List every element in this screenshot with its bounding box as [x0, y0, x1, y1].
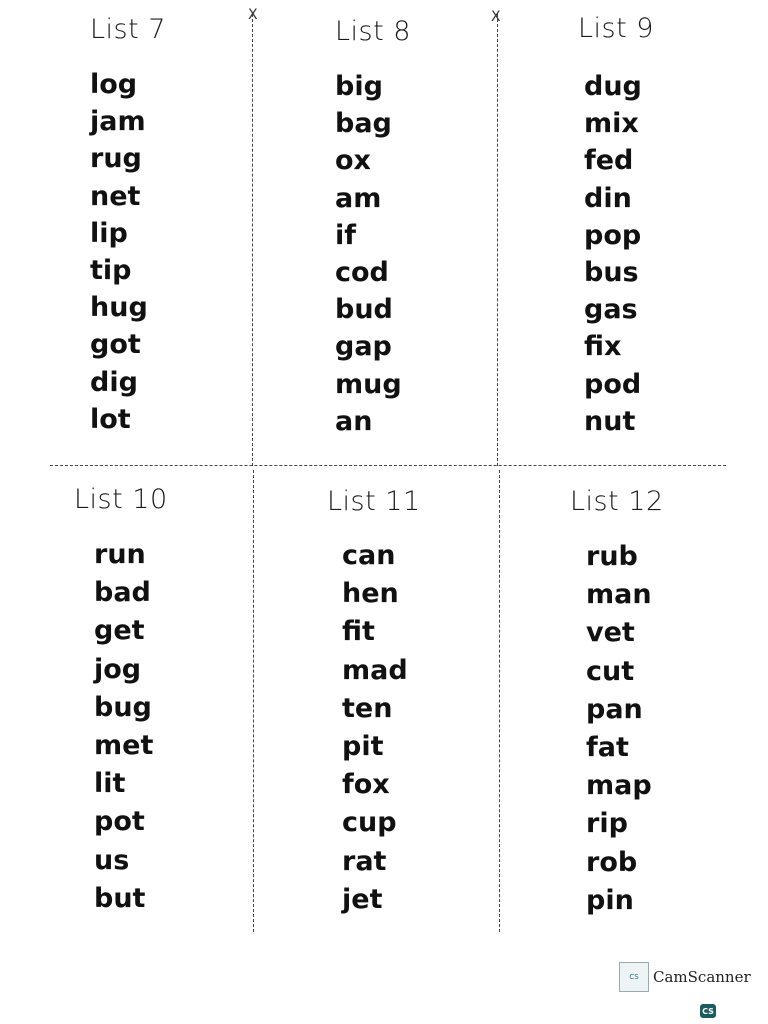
word-item: met [94, 729, 154, 761]
word-column [335, 68, 402, 440]
list-title: List 10 [74, 484, 168, 515]
word-item: run [94, 539, 146, 570]
word-column [94, 536, 153, 918]
word-item: get [94, 615, 145, 647]
word-item: mug [335, 368, 402, 400]
word-item: tip [90, 254, 132, 286]
word-item: dug [584, 71, 642, 102]
word-item: lip [90, 217, 128, 249]
word-item: mix [584, 108, 639, 140]
word-item: bud [335, 294, 393, 326]
word-item: vet [586, 617, 635, 649]
word-list-11 [327, 486, 527, 915]
word-item: cup [342, 807, 397, 839]
word-item: us [94, 844, 130, 876]
scissor-cut-mark: X [248, 7, 258, 23]
word-item: fix [584, 331, 622, 363]
word-item: rug [90, 143, 142, 175]
word-item: map [586, 770, 652, 802]
divider-vertical-right-bottom [499, 470, 500, 932]
word-item: rip [586, 808, 628, 840]
list-title: List 9 [578, 13, 654, 44]
word-item: fox [342, 769, 390, 801]
camscanner-logo-icon [619, 962, 649, 992]
word-list-9 [578, 13, 768, 437]
word-item: ten [342, 692, 393, 724]
word-item: bag [335, 108, 392, 140]
camscanner-name: CamScanner [653, 968, 751, 986]
word-item: fat [586, 731, 629, 763]
camscanner-logo-text: CS [629, 973, 639, 981]
word-item: ox [335, 145, 371, 177]
word-item: hug [90, 292, 148, 324]
word-item: mad [342, 654, 408, 686]
word-item: gas [584, 294, 638, 326]
list-title: List 8 [335, 16, 411, 47]
camscanner-badge-icon [700, 1004, 716, 1018]
word-item: rob [586, 846, 638, 878]
word-item: rub [586, 541, 638, 572]
word-column [90, 66, 148, 438]
word-item: fed [584, 145, 634, 177]
word-item: dig [90, 366, 138, 398]
word-item: big [335, 71, 383, 102]
word-item: am [335, 182, 382, 214]
camscanner-badge-text: CS [702, 1006, 714, 1016]
word-item: din [584, 182, 632, 214]
divider-vertical-left-top [252, 14, 253, 466]
word-item: jam [90, 106, 146, 138]
word-item: if [335, 219, 357, 251]
divider-horizontal [50, 465, 726, 466]
word-item: can [342, 540, 396, 571]
word-item: rat [342, 845, 387, 877]
word-item: bad [94, 577, 151, 609]
list-title: List 12 [570, 486, 664, 517]
word-item: an [335, 405, 373, 437]
word-item: fit [342, 616, 375, 648]
word-item: lit [94, 768, 126, 800]
word-item: lot [90, 403, 131, 435]
word-list-10 [74, 484, 274, 914]
word-column [342, 537, 408, 919]
word-list-7 [90, 14, 290, 435]
word-item: pot [94, 806, 145, 838]
word-item: but [94, 882, 146, 914]
word-item: pin [586, 884, 634, 916]
word-item: nut [584, 405, 636, 437]
word-item: pit [342, 730, 384, 762]
word-item: gap [335, 331, 392, 363]
word-item: log [90, 69, 138, 100]
list-title: List 11 [327, 486, 421, 517]
word-list-8 [335, 16, 535, 437]
word-item: man [586, 579, 652, 611]
word-item: bug [94, 691, 152, 723]
word-item: bus [584, 256, 639, 288]
word-column [584, 68, 642, 440]
camscanner-watermark [619, 962, 751, 992]
word-item: net [90, 180, 141, 212]
word-item: pan [586, 693, 643, 725]
word-item: cod [335, 256, 389, 288]
scissor-cut-mark: X [491, 9, 501, 25]
word-item: got [90, 329, 141, 361]
word-column [586, 538, 652, 920]
divider-vertical-left-bottom [253, 470, 254, 932]
word-item: jog [94, 653, 142, 685]
word-item: hen [342, 578, 399, 610]
divider-vertical-right-top [497, 14, 498, 466]
word-item: jet [342, 883, 383, 915]
word-list-12 [570, 486, 768, 916]
word-item: cut [586, 655, 635, 687]
word-item: pod [584, 368, 642, 400]
list-title: List 7 [90, 14, 166, 45]
word-item: pop [584, 219, 642, 251]
